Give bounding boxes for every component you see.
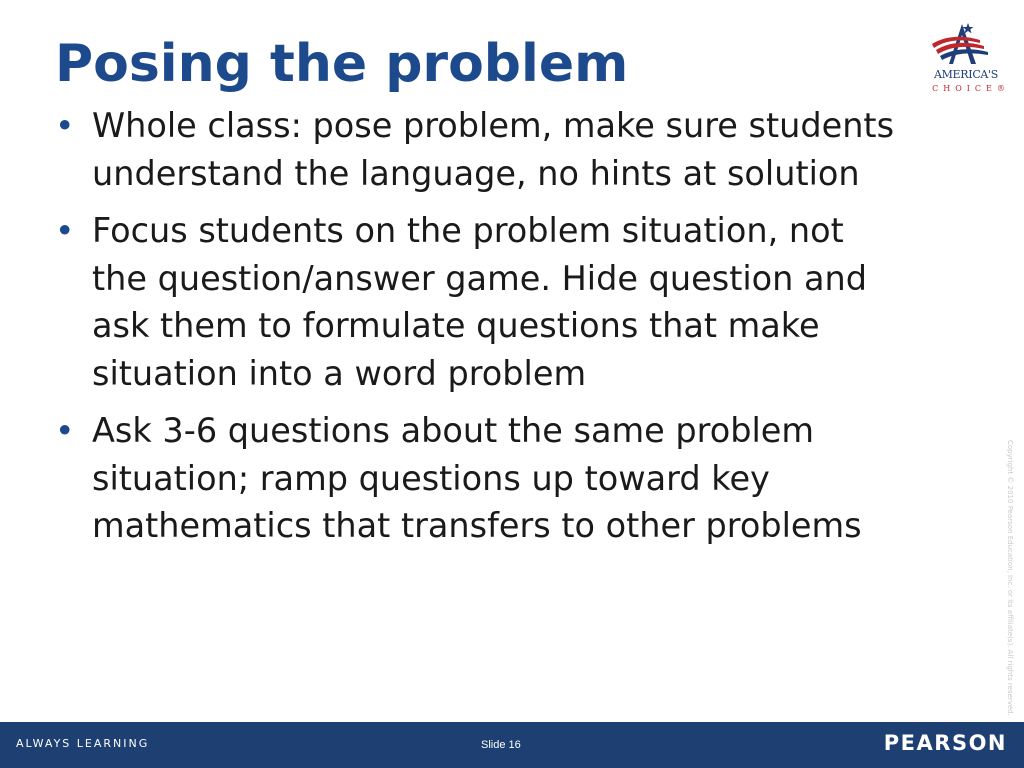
bullet-dot-icon: • (55, 211, 75, 250)
logo-text-choice (918, 84, 1019, 93)
logo-text-americas: AMERICA'S (933, 68, 999, 81)
bullet-text: Focus students on the problem situation, not the question/answer game. Hide question and ask them to formulate questions that make situation into a word problem (92, 211, 868, 393)
slide-number: Slide 16 (481, 739, 521, 751)
footer-bar (0, 722, 1024, 768)
registered-mark: ® (996, 84, 1010, 93)
bullet-dot-icon: • (55, 106, 75, 145)
bullet-text: Whole class: pose problem, make sure students understand the language, no hints at solution (92, 106, 895, 193)
bullet-text: Ask 3-6 questions about the same problem situation; ramp questions up toward key mathematics that transfers to other problems (92, 411, 862, 545)
copyright-notice: Copyright © 2010 Pearson Education, Inc. or its affiliate(s). All rights reserved. (1006, 440, 1014, 716)
bullet-item (55, 407, 905, 550)
americas-choice-logo-icon (918, 18, 1014, 70)
bullet-item (55, 102, 905, 197)
logo-text-choice-word: CHOICE (932, 84, 997, 93)
bullet-item (55, 207, 905, 397)
pearson-logo: PEARSON (883, 731, 1007, 755)
bullet-list (55, 102, 905, 560)
bullet-dot-icon: • (55, 411, 75, 450)
americas-choice-logo (918, 18, 1014, 98)
slide-title: Posing the problem (55, 34, 629, 94)
footer-tagline: ALWAYS LEARNING (16, 737, 150, 750)
